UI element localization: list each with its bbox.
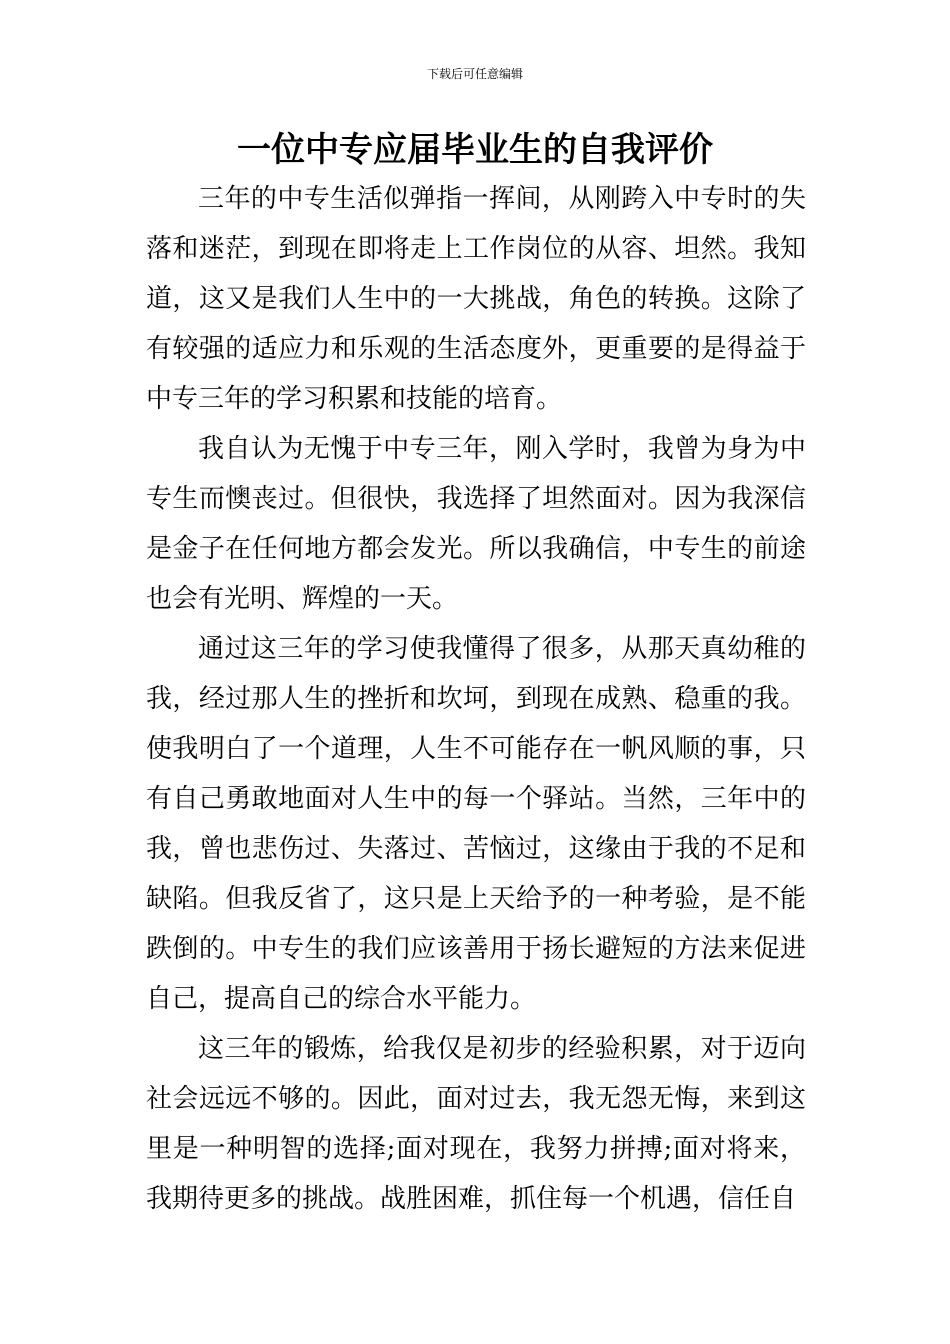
- document-title: 一位中专应届毕业生的自我评价: [237, 130, 713, 170]
- header-note: 下载后可任意编辑: [426, 67, 523, 81]
- paragraph: 三年的中专生活似弹指一挥间，从刚跨入中专时的失落和迷茫，到现在即将走上工作岗位的从容、坦然。我知道，这又是我们人生中的一大挑战，角色的转换。这除了有较强的适应力和乐观的生活态度外，更重要的是得益于中专三年的学习积累和技能的培育。: [146, 184, 806, 414]
- paragraph: 我自认为无愧于中专三年，刚入学时，我曾为身为中专生而懊丧过。但很快，我选择了坦然面对。因为我深信是金子在任何地方都会发光。所以我确信，中专生的前途也会有光明、辉煌的一天。: [146, 434, 806, 614]
- document-body: [146, 174, 806, 1224]
- paragraph: 这三年的锻炼，给我仅是初步的经验积累，对于迈向社会远远不够的。因此，面对过去，我无怨无悔，来到这里是一种明智的选择;面对现在，我努力拼搏;面对将来，我期待更多的挑战。战胜困难，抓住每一个机遇，信任自: [146, 1034, 806, 1214]
- paragraph: 通过这三年的学习使我懂得了很多，从那天真幼稚的我，经过那人生的挫折和坎坷，到现在成熟、稳重的我。使我明白了一个道理，人生不可能存在一帆风顺的事，只有自己勇敢地面对人生中的每一个驿站。当然，三年中的我，曾也悲伤过、失落过、苦恼过，这缘由于我的不足和缺陷。但我反省了，这只是上天给予的一种考验，是不能跌倒的。中专生的我们应该善用于扬长避短的方法来促进自己，提高自己的综合水平能力。: [146, 634, 806, 1014]
